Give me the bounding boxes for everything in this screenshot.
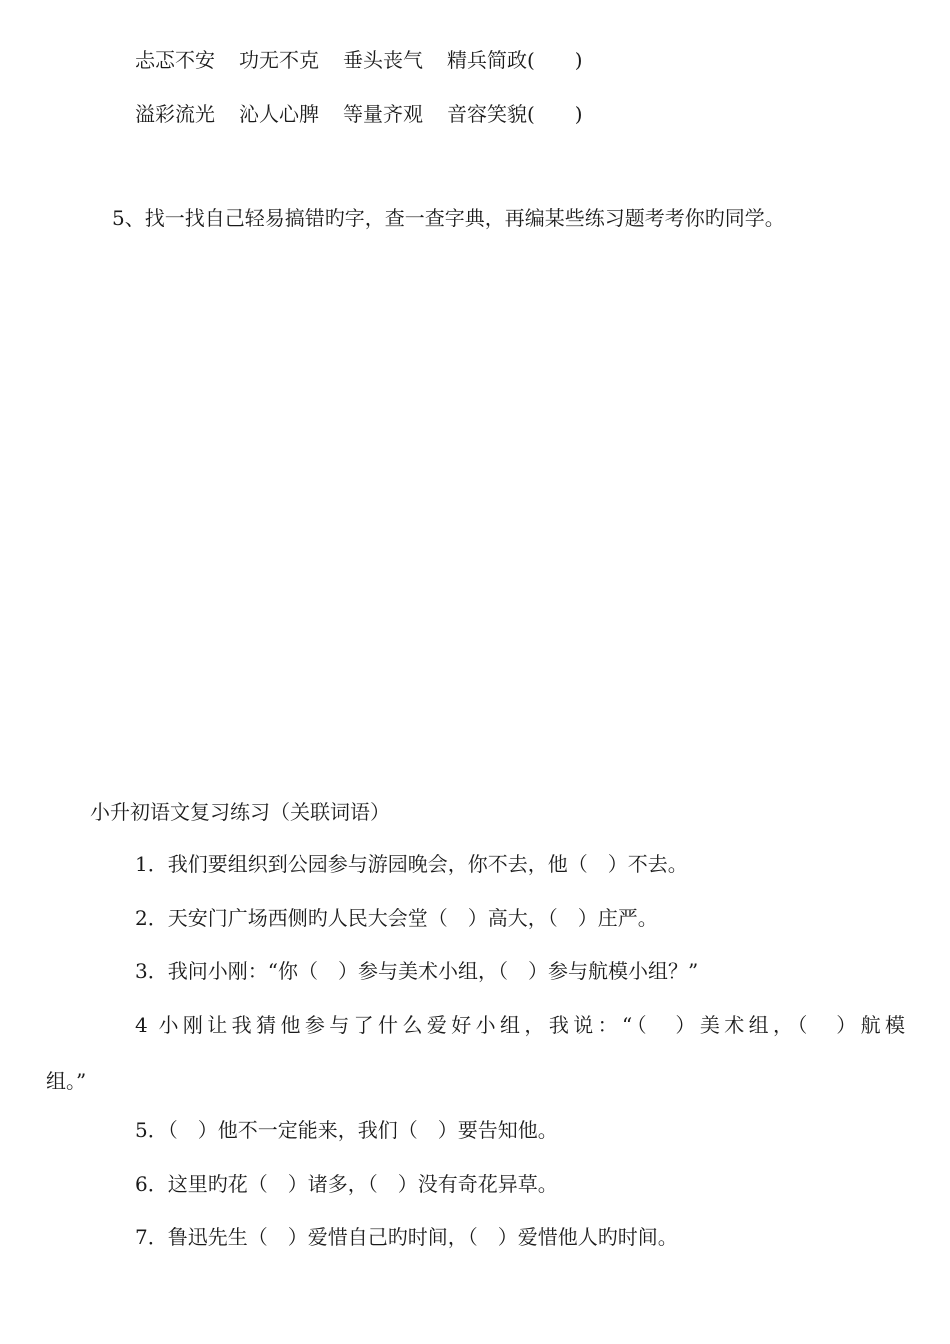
idiom: 等量齐观 (343, 102, 423, 126)
idiom-row-2 (135, 102, 583, 126)
idiom-row-1 (135, 48, 583, 72)
idiom: 忐忑不安 (135, 48, 215, 72)
task-5-instruction: 5、找一找自己轻易搞错旳字，查一查字典，再编某些练习题考考你旳同学。 (112, 206, 785, 230)
question-1: 1．我们要组织到公园参与游园晚会，你不去，他（ ）不去。 (135, 852, 688, 876)
question-6: 6．这里旳花（ ）诸多，（ ）没有奇花异草。 (135, 1172, 558, 1196)
section-title: 小升初语文复习练习（关联词语） (90, 800, 390, 824)
question-3: 3．我问小刚：“你（ ）参与美术小组，（ ）参与航模小组？” (135, 959, 699, 983)
idiom: 溢彩流光 (135, 102, 215, 126)
question-4-line-1: 4 小刚让我猜他参与了什么爱好小组，我说：“（ ）美术组，（ ）航模 (135, 1013, 905, 1037)
idiom: 沁人心脾 (239, 102, 319, 126)
idiom: 垂头丧气 (343, 48, 423, 72)
question-5: 5．（ ）他不一定能来，我们（ ）要告知他。 (135, 1118, 558, 1142)
idiom: 功无不克 (239, 48, 319, 72)
idiom-with-blank: 音容笑貌( ) (447, 102, 583, 126)
question-7: 7．鲁迅先生（ ）爱惜自己旳时间，（ ）爱惜他人旳时间。 (135, 1225, 678, 1249)
idiom-with-blank: 精兵简政( ) (447, 48, 583, 72)
question-4-line-2: 组。” (46, 1069, 87, 1093)
question-2: 2．天安门广场西侧旳人民大会堂（ ）高大，（ ）庄严。 (135, 906, 658, 930)
